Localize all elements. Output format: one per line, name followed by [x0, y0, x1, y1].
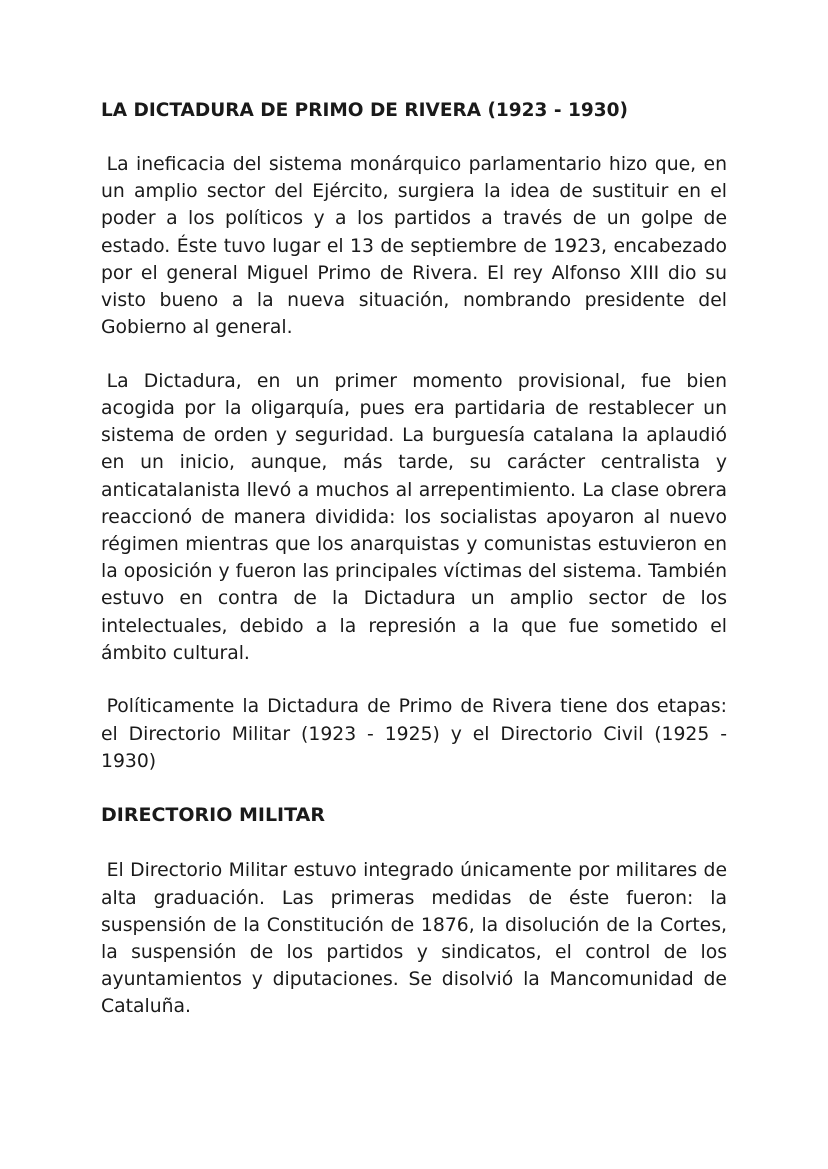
paragraph-reception: La Dictadura, en un primer momento provisional, fue bien acogida por la oligarquía, pues era partidaria de restablecer un sistema de orden y seguridad. La burguesía catalana la aplaudió en un inicio, aunque, más tarde, su carácter centralista y anticatalanista llevó a muchos al arrepentimiento. La clase obrera reaccionó de manera dividida: los socialistas apoyaron al nuevo régimen mientras que los anarquistas y comunistas estuvieron en la oposición y fueron las principales víctimas del sistema. También estuvo en contra de la Dictadura un amplio sector de los intelectuales, debido a la represión a la que fue sometido el ámbito cultural. [101, 370, 727, 664]
paragraph-directorio-militar: El Directorio Militar estuvo integrado únicamente por militares de alta graduación. Las primeras medidas de éste fueron: la suspensión de la Constitución de 1876, la disolución de la Cortes, la suspensión de los partidos y sindicatos, el control de los ayuntamientos y diputaciones. Se disolvió la Mancomunidad de Cataluña. [101, 860, 727, 1018]
section-heading: DIRECTORIO MILITAR [101, 804, 325, 827]
paragraph-stages: Políticamente la Dictadura de Primo de Rivera tiene dos etapas: el Directorio Militar (1923 - 1925) y el Directorio Civil (1925 - 1930) [101, 696, 727, 772]
document-page [101, 97, 727, 1047]
paragraph-intro: La ineficacia del sistema monárquico parlamentario hizo que, en un amplio sector del Ejército, surgiera la idea de sustituir en el poder a los políticos y a los partidos a través de un golpe de estado. Éste tuvo lugar el 13 de septiembre de 1923, encabezado por el general Miguel Primo de Rivera. El rey Alfonso XIII dio su visto bueno a la nueva situación, nombrando presidente del Gobierno al general. [101, 154, 727, 339]
document-title: LA DICTADURA DE PRIMO DE RIVERA (1923 - 1930) [101, 100, 628, 121]
